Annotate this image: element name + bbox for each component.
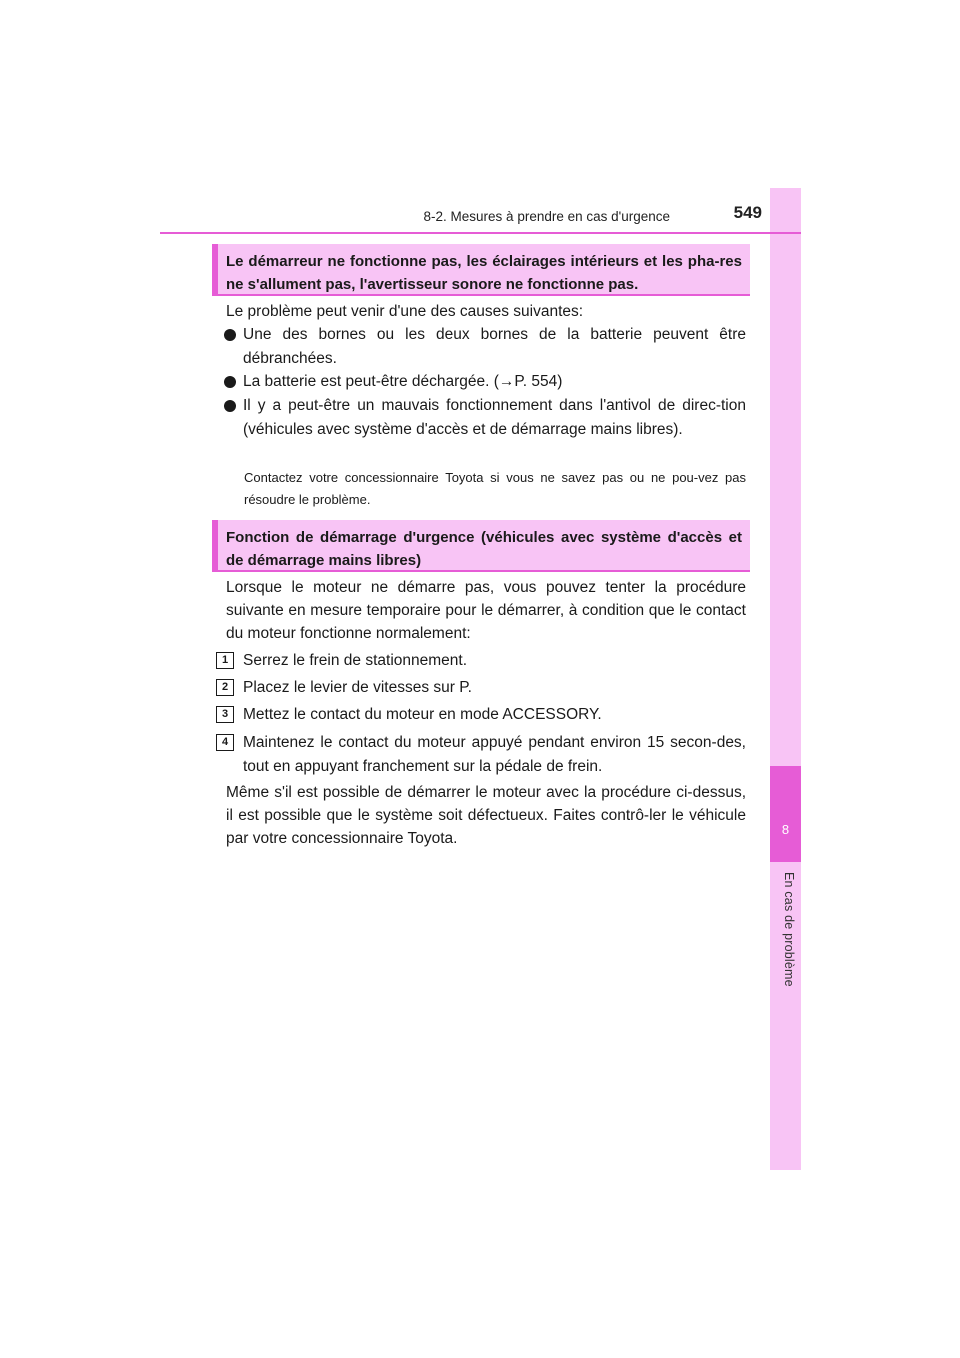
bullet-dot-icon (224, 400, 236, 412)
section-intro: Lorsque le moteur ne démarre pas, vous pouvez tenter la procédure suivante en mesure temporaire pour le démarrer, à condition que le contact du moteur fonctionne normalement: (226, 579, 746, 642)
step-text: Placez le levier de vitesses sur P. (243, 679, 472, 696)
step-item (216, 676, 746, 700)
step-number: 2 (216, 679, 234, 696)
bullet-dot-icon (224, 376, 236, 388)
step-number: 1 (216, 652, 234, 669)
chapter-label: En cas de problème (782, 872, 796, 987)
step-text: Mettez le contact du moteur en mode ACCESSORY. (243, 706, 602, 723)
bullet-text: La batterie est peut-être déchargée. (→P. 554) (243, 373, 563, 390)
step-text: Maintenez le contact du moteur appuyé pendant environ 15 secon-des, tout en appuyant franchement sur la pédale de frein. (243, 734, 746, 775)
step-number: 4 (216, 734, 234, 751)
section-heading: Le démarreur ne fonctionne pas, les éclairages intérieurs et les pha-res ne s'allument pas, l'avertisseur sonore ne fonctionne pas. (212, 244, 750, 296)
section-heading: Fonction de démarrage d'urgence (véhicules avec système d'accès et de démarrage mains libres) (212, 520, 750, 572)
page-number: 549 (733, 203, 762, 222)
step-item (216, 703, 746, 727)
bullet-text: Une des bornes ou les deux bornes de la batterie peuvent être débranchées. (243, 326, 746, 367)
step-number: 3 (216, 706, 234, 723)
header-rule (160, 232, 801, 234)
bullet-item (224, 323, 746, 370)
step-item (216, 649, 746, 673)
step-text: Serrez le frein de stationnement. (243, 652, 468, 669)
step-item (216, 731, 746, 778)
chapter-number: 8 (781, 822, 790, 837)
running-header: 8-2. Mesures à prendre en cas d'urgence (423, 209, 670, 224)
note-text: Contactez votre concessionnaire Toyota si vous ne savez pas ou ne pou-vez pas résoudre le problème. (244, 470, 746, 507)
section-intro: Le problème peut venir d'une des causes suivantes: (226, 303, 584, 320)
bullet-item (224, 370, 746, 394)
bullet-dot-icon (224, 329, 236, 341)
chapter-tab (770, 766, 801, 862)
bullet-text: Il y a peut-être un mauvais fonctionnement dans l'antivol de direc-tion (véhicules avec système d'accès et de démarrage mains libres). (243, 397, 746, 438)
section-outro: Même s'il est possible de démarrer le moteur avec la procédure ci-dessus, il est possible que le système soit défectueux. Faites contrô-ler le véhicule par votre concessionnaire Toyota. (226, 784, 746, 847)
bullet-item (224, 394, 746, 441)
